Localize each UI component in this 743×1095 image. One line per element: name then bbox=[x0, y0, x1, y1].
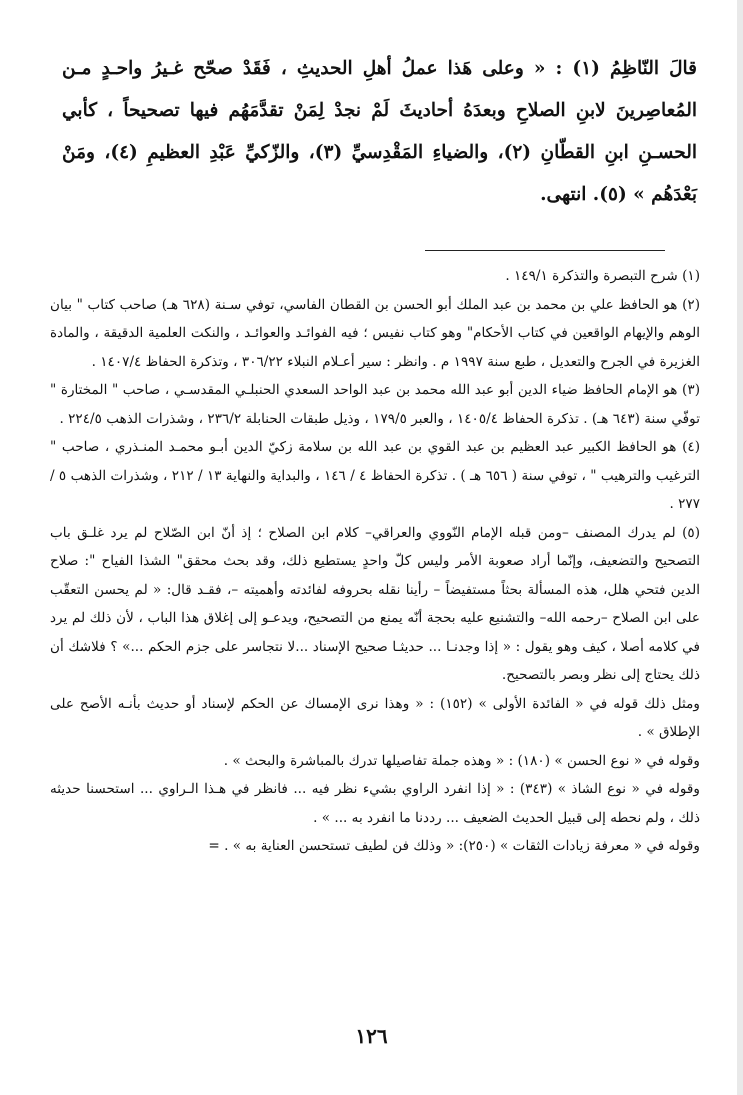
footnote-5-continuation-4: وقوله في « معرفة زيادات الثقات » (٢٥٠): « وذلك فن لطيف تستحسن العناية به » . = bbox=[208, 838, 700, 854]
footnotes-block bbox=[50, 262, 700, 861]
page-edge-shadow bbox=[737, 0, 743, 1095]
footnote-2: (٢) هو الحافظ علي بن محمد بن عبد الملك أبو الحسن بن القطان الفاسي، توفي سـنة (٦٢٨ هـ) صاحب كتاب " بيان الوهم والإيهام الواقعين في كتاب الأحكام" وهو كتاب نفيس ؛ فيه الفوائـد والعوائـد ، والنكت العلمية الدقيقة ، والمادة الغزيرة في الجرح والتعديل ، طبع سنة ١٩٩٧ م . وانظر : سير أعـلام النبلاء ٣٠٦/٢٢ ، وتذكرة الحفاظ ١٤٠٧/٤ . bbox=[50, 296, 701, 370]
footnote-5: (٥) لم يدرك المصنف –ومن قبله الإمام النّووي والعراقي– كلام ابن الصلاح ؛ إذ أنّ ابن الصّلاح لم يرد غلـق باب التصحيح والتضعيف، وإنّما أراد صعوبة الأمر وليس كلّ واحدٍ يستطيع ذلك، وقد بحث محقق" الشذا الفياح ": صلاح الدين فتحي هلل، هذه المسألة بحثاً مستفيضاً – رأينا نقله بحروفه لفائدته وأهميته –، فقـد قال: « لم يحسن التعقّب على ابن الصلاح –رحمه الله– والتشنيع عليه بحجة أنّه يمنع من التصحيح، ويدعـو إلى إغلاق هذا الباب ، لأن ذلك لم يرد في كلامه أصلا ، كيف وهو يقول : « إذا وجدنـا ... حديثـا صحيح الإسناد ...لا نتجاسر على جزم الحكم ...» ؟ فلاشك أن ذلك يحتاج إلى نظر وبصر بالتصحيح. bbox=[50, 524, 700, 683]
footnote-separator bbox=[425, 250, 665, 251]
footnote-5-continuation-3: وقوله في « نوع الشاذ » (٣٤٣) : « إذا انفرد الراوي بشيء نظر فيه ... فانظر في هـذا الـراوي ... استحسنا حديثه ذلك ، ولم نحطه إلى قبيل الحديث الضعيف ... رددنا ما انفرد به ... » . bbox=[50, 781, 700, 826]
footnote-1: (١) شرح التبصرة والتذكرة ١٤٩/١ . bbox=[505, 268, 700, 284]
main-text-block bbox=[62, 48, 697, 216]
footnote-4: (٤) هو الحافظ الكبير عبد العظيم بن عبد القوي بن عبد الله بن سلامة زكيّ الدين أبـو محمـد المنـذري ، صاحب " الترغيب والترهيب " ، توفي سنة ( ٦٥٦ هـ ) . تذكرة الحفاظ ٤ / ١٤٦ ، والبداية والنهاية ١٣ / ٢١٢ ، وشذرات الذهب ٥ / ٢٧٧ . bbox=[50, 439, 700, 512]
main-paragraph: قالَ النّاظِمُ (١) : « وعلى هَذا عملُ أهلِ الحديثِ ، فَقَدْ صحّح غـيرُ واحـدٍ مـن المُعاصِرينَ لابنِ الصلاحِ وبعدَهُ أحاديثَ لَمْ نجدْ لِمَنْ تقدَّمَهُم فيها تصحيحاً ، كأبي الحسـنِ ابنِ القطّانِ (٢)، والضياءِ المَقْدِسيِّ (٣)، والزّكيِّ عَبْدِ العظيمِ (٤)، ومَنْ بَعْدَهُم » (٥). انتهى. bbox=[62, 58, 698, 205]
footnote-5-continuation-1: ومثل ذلك قوله في « الفائدة الأولى » (١٥٢) : « وهذا نرى الإمساك عن الحكم لإسناد أو حديث بأنـه الأصح على الإطلاق » . bbox=[50, 695, 700, 740]
page-number: ١٢٦ bbox=[355, 1024, 388, 1048]
footnote-3: (٣) هو الإمام الحافظ ضياء الدين أبو عبد الله محمد بن عبد الواحد السعدي الحنبلـي المقدسـي ، صاحب " المختارة " توفّي سنة (٦٤٣ هـ) . تذكرة الحفاظ ١٤٠٥/٤ ، والعبر ١٧٩/٥ ، وذيل طبقات الحنابلة ٢٣٦/٢ ، وشذرات الذهب ٢٢٤/٥ . bbox=[50, 382, 700, 427]
footnote-5-continuation-2: وقوله في « نوع الحسن » (١٨٠) : « وهذه جملة تفاصيلها تدرك بالمباشرة والبحث » . bbox=[223, 752, 700, 769]
